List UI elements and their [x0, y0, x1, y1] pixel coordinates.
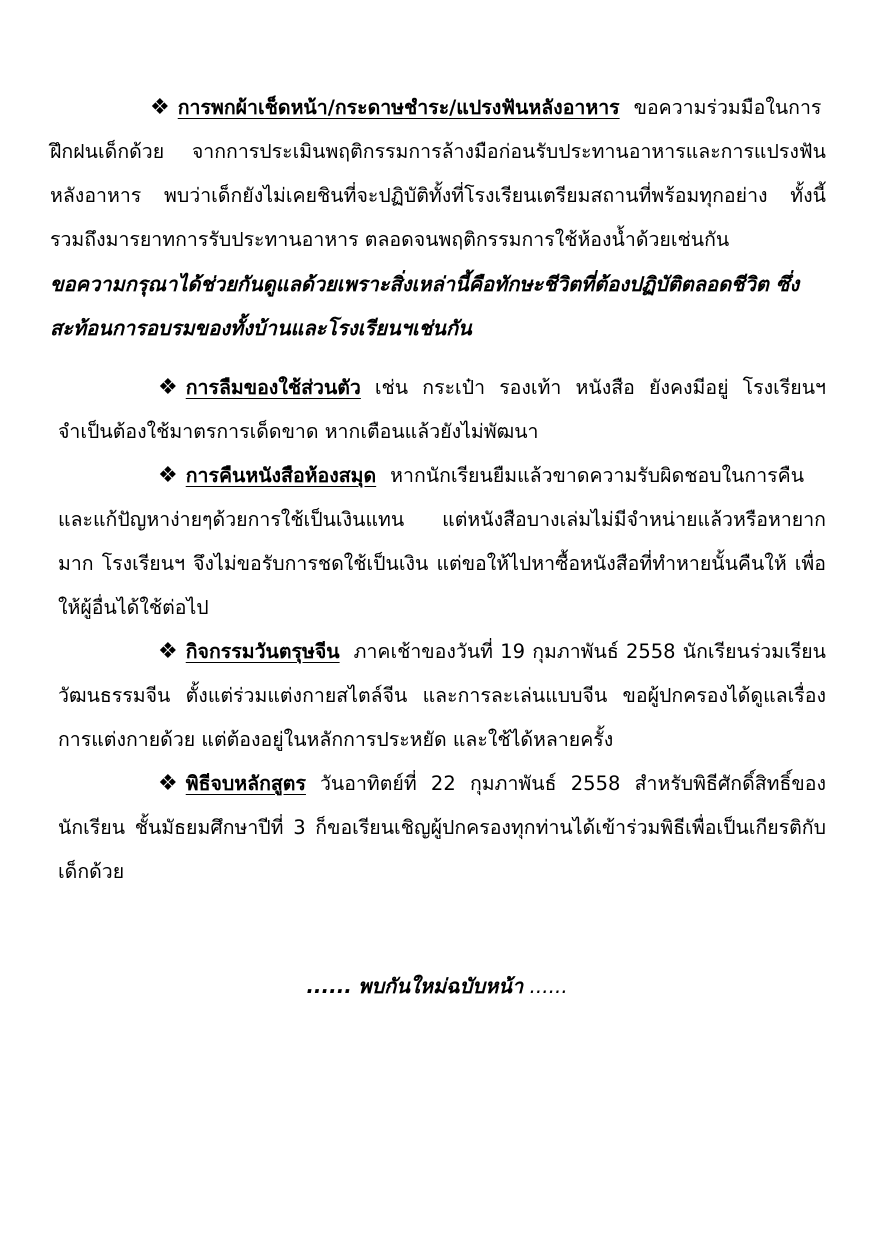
- section-body: เช่น กระเป๋า รองเท้า หนังสือ ยังคงมีอยู่ โรงเรียนฯ จำเป็นต้องใช้มาตรการเด็ดขาด หากเตือนแล้วยังไม่พัฒนา: [58, 376, 826, 443]
- document-page: [50, 86, 826, 894]
- closing-prefix: ......: [306, 974, 352, 998]
- diamond-bullet-icon: ❖: [150, 95, 170, 120]
- section-body: ขอความร่วมมือในการฝึกฝนเด็กด้วย จากการประเมินพฤติกรรมการล้างมือก่อนรับประทานอาหารและการแปรงฟันหลังอาหาร พบว่าเด็กยังไม่เคยชินที่จะปฏิบัติทั้งที่โรงเรียนเตรียมสถานที่พร้อมทุกอย่าง ทั้งนี้รวมถึงมารยาทการรับประทานอาหาร ตลอดจนพฤติกรรมการใช้ห้องน้ำด้วยเช่นกัน: [50, 96, 826, 251]
- closing-text: พบกันใหม่ฉบับหน้า: [358, 974, 524, 998]
- section-body: หากนักเรียนยืมแล้วขาดความรับผิดชอบในการคืน และแก้ปัญหาง่ายๆด้วยการใช้เป็นเงินแทน แต่หนังสือบางเล่มไม่มีจำหน่ายแล้วหรือหายากมาก โรงเรียนฯ จึงไม่ขอรับการชดใช้เป็นเงิน แต่ขอให้ไปหาซื้อหนังสือที่ทำหายนั้นคืนให้ เพื่อให้ผู้อื่นได้ใช้ต่อไป: [58, 464, 826, 619]
- section-heading: การคืนหนังสือห้องสมุด: [185, 464, 377, 487]
- diamond-bullet-icon: ❖: [158, 639, 178, 664]
- diamond-bullet-icon: ❖: [158, 375, 178, 400]
- section-chinese-new-year: [58, 630, 826, 762]
- section-heading: การพกผ้าเช็ดหน้า/กระดาษชำระ/แปรงฟันหลังอาหาร: [177, 96, 620, 119]
- section-body: ภาคเช้าของวันที่ 19 กุมภาพันธ์ 2558 นักเรียนร่วมเรียนวัฒนธรรมจีน ตั้งแต่ร่วมแต่งกายสไตล์จีน และการละเล่นแบบจีน ขอผู้ปกครองได้ดูแลเรื่องการแต่งกายด้วย แต่ต้องอยู่ในหลักการประหยัด และใช้ได้หลายครั้ง: [58, 640, 826, 751]
- section-heading: กิจกรรมวันตรุษจีน: [185, 640, 340, 663]
- section-forgotten-items: [58, 366, 826, 454]
- closing-suffix: ......: [529, 974, 568, 998]
- section-heading: พิธีจบหลักสูตร: [185, 772, 306, 795]
- section-library-books: [58, 454, 826, 630]
- section-graduation: [58, 762, 826, 894]
- diamond-bullet-icon: ❖: [158, 771, 178, 796]
- section-hygiene: [50, 86, 826, 262]
- closing-line: [0, 970, 874, 1002]
- section-heading: การลืมของใช้ส่วนตัว: [185, 376, 361, 399]
- section-body: วันอาทิตย์ที่ 22 กุมภาพันธ์ 2558 สำหรับพิธีศักดิ์สิทธิ์ของนักเรียน ชั้นมัธยมศึกษาปีที่ 3 ก็ขอเรียนเชิญผู้ปกครองทุกท่านได้เข้าร่วมพิธีเพื่อเป็นเกียรติกับเด็กด้วย: [58, 772, 826, 883]
- diamond-bullet-icon: ❖: [158, 463, 178, 488]
- section-emphasis: ขอความกรุณาได้ช่วยกันดูแลด้วยเพราะสิ่งเหล่านี้คือทักษะชีวิตที่ต้องปฏิบัติตลอดชีวิต ซึ่งสะท้อนการอบรมของทั้งบ้านและโรงเรียนฯเช่นกัน: [50, 272, 800, 340]
